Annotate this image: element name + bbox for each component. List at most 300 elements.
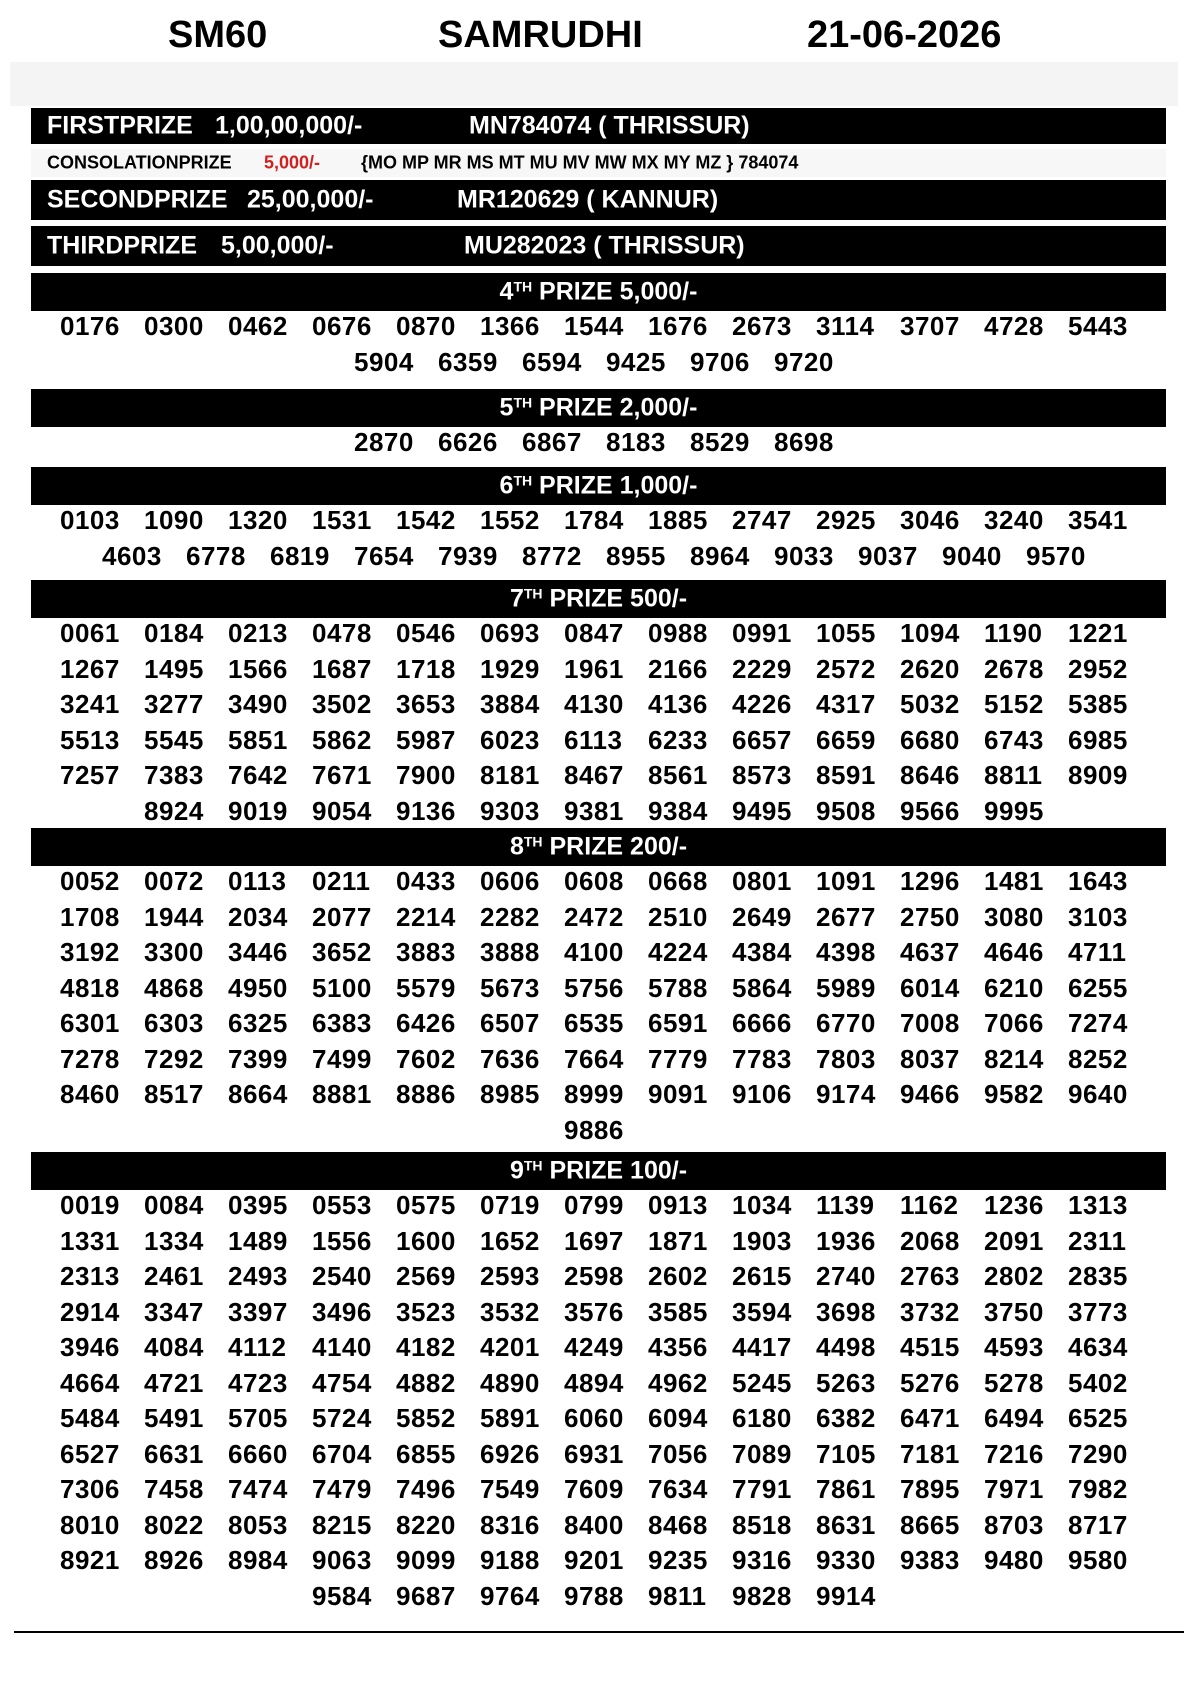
winning-number: 3532 [480,1296,540,1327]
winning-number: 3652 [312,937,372,967]
winning-number: 8717 [1068,1509,1128,1540]
winning-number: 6926 [480,1438,540,1469]
winning-number: 1162 [900,1190,959,1220]
winning-number: 8467 [564,760,624,790]
number-row [60,1079,1160,1115]
winning-number: 4637 [900,937,960,967]
winning-number: 7383 [144,760,204,790]
prize-9-header [31,1152,1166,1190]
winning-number: 2034 [228,901,288,932]
winning-number: 1331 [60,1225,120,1256]
winning-number: 8999 [564,1079,624,1109]
winning-number: 7474 [228,1474,288,1504]
winning-number: 4646 [984,937,1044,967]
winning-number: 1542 [396,505,456,535]
number-row [60,1403,1160,1439]
winning-number: 1652 [480,1225,540,1256]
winning-number: 1495 [144,653,204,684]
winning-number: 1267 [60,653,120,684]
winning-number: 3585 [648,1296,708,1327]
winning-number: 2077 [312,901,372,932]
winning-number: 4226 [732,689,792,719]
winning-number: 2802 [984,1261,1044,1291]
winning-number: 9788 [564,1580,624,1611]
number-row [60,1368,1160,1404]
winning-number: 4182 [396,1332,456,1362]
winning-number: 2313 [60,1261,120,1291]
prize-8-title [31,833,1166,862]
winning-number: 9582 [984,1079,1044,1109]
winning-number: 8921 [60,1545,120,1575]
winning-number: 3240 [984,505,1044,535]
winning-number: 1091 [816,866,876,896]
winning-number: 4754 [312,1367,372,1398]
winning-number: 5987 [396,724,456,755]
second-prize-ticket: MR120629 ( KANNUR) [457,185,719,214]
winning-number: 8984 [228,1545,288,1575]
winning-number: 9640 [1068,1079,1128,1109]
prize-7-title [31,585,1166,614]
winning-number: 8053 [228,1509,288,1540]
winning-number: 6591 [648,1008,708,1038]
winning-number: 4140 [312,1332,372,1362]
winning-number: 9381 [564,795,624,826]
winning-number: 1944 [144,901,204,932]
winning-number: 0061 [60,618,120,648]
winning-number: 7654 [354,540,414,571]
winning-number: 9584 [312,1580,372,1611]
winning-number: 1961 [564,653,624,684]
prize-ordinal: 7 [509,584,524,613]
prize-ordinal: 4 [499,277,514,306]
winning-number: 5724 [312,1403,372,1433]
winning-number: 9570 [1026,540,1086,571]
prize-6-numbers [60,505,1160,576]
prize-ordinal-suffix: TH [513,394,533,411]
winning-number: 1190 [984,618,1043,648]
winning-number: 8985 [480,1079,540,1109]
number-row [60,1581,1160,1617]
winning-number: 9995 [984,795,1044,826]
winning-number: 4634 [1068,1332,1128,1362]
winning-number: 2615 [732,1261,792,1291]
winning-number: 2598 [564,1261,624,1291]
winning-number: 6525 [1068,1403,1128,1433]
winning-number: 9508 [816,795,876,826]
winning-number: 3241 [60,689,120,719]
winning-number: 1566 [228,653,288,684]
winning-number: 9099 [396,1545,456,1575]
second-prize-bar [31,180,1166,220]
consolation-label: CONSOLATIONPRIZE [47,152,232,173]
winning-number: 9687 [396,1580,456,1611]
winning-number: 9811 [648,1580,707,1611]
winning-number: 5756 [564,972,624,1003]
winning-number: 9040 [942,540,1002,571]
winning-number: 6094 [648,1403,708,1433]
winning-number: 3883 [396,937,456,967]
first-prize-amount: 1,00,00,000/- [215,111,363,140]
winning-number: 5152 [984,689,1044,719]
winning-number: 7306 [60,1474,120,1504]
winning-number: 9106 [732,1079,792,1109]
winning-number: 0211 [312,866,371,896]
winning-number: 1334 [144,1225,204,1256]
winning-number: 6382 [816,1403,876,1433]
winning-number: 4962 [648,1367,708,1398]
winning-number: 4317 [816,689,876,719]
winning-number: 8631 [816,1509,876,1540]
winning-number: 8561 [648,760,708,790]
prize-ordinal: 6 [499,471,514,500]
winning-number: 5989 [816,972,876,1003]
winning-number: 2747 [732,505,792,535]
winning-number: 6507 [480,1008,540,1038]
winning-number: 2569 [396,1261,456,1291]
winning-number: 4894 [564,1367,624,1398]
winning-number: 2602 [648,1261,708,1291]
winning-number: 0184 [144,618,204,648]
winning-number: 0433 [396,866,456,896]
winning-number: 8926 [144,1545,204,1575]
winning-number: 5788 [648,972,708,1003]
winning-number: 1090 [144,505,204,535]
prize-5-numbers [60,427,1160,463]
winning-number: 3300 [144,937,204,967]
winning-number: 4890 [480,1367,540,1398]
winning-number: 4384 [732,937,792,967]
winning-number: 2472 [564,901,624,932]
winning-number: 7642 [228,760,288,790]
winning-number: 2593 [480,1261,540,1291]
winning-number: 8183 [606,427,666,457]
prize-ordinal: 8 [509,832,524,861]
winning-number: 0913 [648,1190,708,1220]
winning-number: 3707 [900,311,960,341]
winning-number: 6680 [900,724,960,755]
winning-number: 8881 [312,1079,372,1109]
winning-number: 0676 [312,311,372,341]
number-row [60,1545,1160,1581]
winning-number: 8010 [60,1509,120,1540]
winning-number: 6301 [60,1008,120,1038]
winning-number: 9466 [900,1079,960,1109]
winning-number: 3594 [732,1296,792,1327]
winning-number: 6931 [564,1438,624,1469]
winning-number: 9188 [480,1545,540,1575]
number-row [60,1510,1160,1546]
prize-4-header [31,273,1166,311]
winning-number: 8252 [1068,1043,1128,1074]
prize-ordinal: 9 [509,1156,524,1185]
winning-number: 9720 [774,346,834,377]
prize-amount: PRIZE 500/- [542,584,688,613]
winning-number: 5032 [900,689,960,719]
winning-number: 1687 [312,653,372,684]
winning-number: 8529 [690,427,750,457]
winning-number: 5864 [732,972,792,1003]
winning-number: 6023 [480,724,540,755]
winning-number: 9201 [564,1545,624,1575]
winning-number: 1903 [732,1225,792,1256]
winning-number: 3046 [900,505,960,535]
prize-4-title [31,278,1166,307]
winning-number: 8037 [900,1043,960,1074]
winning-number: 0084 [144,1190,204,1220]
number-row [60,1008,1160,1044]
winning-number: 8886 [396,1079,456,1109]
winning-number: 7549 [480,1474,540,1504]
winning-number: 3946 [60,1332,120,1362]
winning-number: 0988 [648,618,708,648]
winning-number: 4950 [228,972,288,1003]
number-row [60,618,1160,654]
winning-number: 9886 [564,1114,624,1145]
number-row [60,760,1160,796]
winning-number: 0478 [312,618,372,648]
prize-5-header [31,389,1166,427]
prize-amount: PRIZE 100/- [542,1156,688,1185]
winning-number: 3446 [228,937,288,967]
winning-number: 2677 [816,901,876,932]
winning-number: 9303 [480,795,540,826]
winning-number: 0606 [480,866,540,896]
prize-8-header [31,828,1166,866]
winning-number: 9091 [648,1079,708,1109]
winning-number: 3576 [564,1296,624,1327]
winning-number: 0213 [228,618,288,648]
winning-number: 4515 [900,1332,960,1362]
winning-number: 6855 [396,1438,456,1469]
winning-number: 7671 [312,760,372,790]
consolation-amount: 5,000/- [264,152,321,173]
winning-number: 9174 [816,1079,876,1109]
winning-number: 4664 [60,1367,120,1398]
winning-number: 8316 [480,1509,540,1540]
winning-number: 6471 [900,1403,960,1433]
number-row [60,937,1160,973]
winning-number: 3080 [984,901,1044,932]
winning-number: 3653 [396,689,456,719]
winning-number: 0300 [144,311,204,341]
winning-number: 9330 [816,1545,876,1575]
winning-number: 6383 [312,1008,372,1038]
winning-number: 6666 [732,1008,792,1038]
winning-number: 2091 [984,1225,1044,1256]
winning-number: 2835 [1068,1261,1128,1291]
winning-number: 3277 [144,689,204,719]
winning-number: 1034 [732,1190,792,1220]
consolation-series: {MO MP MR MS MT MU MV MW MX MY MZ } 784074 [361,152,799,173]
winning-number: 4398 [816,937,876,967]
winning-number: 2068 [900,1225,960,1256]
winning-number: 9914 [816,1580,876,1611]
winning-number: 1139 [816,1190,875,1220]
winning-number: 6660 [228,1438,288,1469]
winning-number: 9054 [312,795,372,826]
winning-number: 6426 [396,1008,456,1038]
first-prize-label: FIRSTPRIZE [47,111,193,140]
winning-number: 9480 [984,1545,1044,1575]
winning-number: 5276 [900,1367,960,1398]
winning-number: 0847 [564,618,624,648]
winning-number: 8665 [900,1509,960,1540]
winning-number: 1094 [900,618,960,648]
winning-number: 1489 [228,1225,288,1256]
winning-number: 9566 [900,795,960,826]
winning-number: 1313 [1068,1190,1128,1220]
winning-number: 0801 [732,866,792,896]
number-row [60,541,1160,577]
winning-number: 5705 [228,1403,288,1433]
winning-number: 9764 [480,1580,540,1611]
winning-number: 9580 [1068,1545,1128,1575]
winning-number: 7257 [60,760,120,790]
winning-number: 1718 [396,653,456,684]
winning-number: 0019 [60,1190,120,1220]
number-row [60,311,1160,347]
winning-number: 7274 [1068,1008,1128,1038]
winning-number: 4593 [984,1332,1044,1362]
winning-number: 1936 [816,1225,876,1256]
winning-number: 8468 [648,1509,708,1540]
winning-number: 4721 [144,1367,204,1398]
winning-number: 8964 [690,540,750,571]
winning-number: 2282 [480,901,540,932]
winning-number: 7982 [1068,1474,1128,1504]
winning-number: 6359 [438,346,498,377]
winning-number: 7181 [900,1438,960,1469]
winning-number: 2493 [228,1261,288,1291]
winning-number: 7290 [1068,1438,1128,1469]
winning-number: 6325 [228,1008,288,1038]
winning-number: 5385 [1068,689,1128,719]
number-row [60,725,1160,761]
winning-number: 7278 [60,1043,120,1074]
winning-number: 8400 [564,1509,624,1540]
winning-number: 8664 [228,1079,288,1109]
winning-number: 1552 [480,505,540,535]
second-prize-amount: 25,00,000/- [247,185,374,214]
number-row [60,973,1160,1009]
prize-ordinal: 5 [499,393,514,422]
third-prize-ticket: MU282023 ( THRISSUR) [464,231,745,260]
winning-number: 7479 [312,1474,372,1504]
winning-number: 2572 [816,653,876,684]
winning-number: 2763 [900,1261,960,1291]
prize-6-header [31,467,1166,505]
winning-number: 7399 [228,1043,288,1074]
winning-number: 8517 [144,1079,204,1109]
winning-number: 8772 [522,540,582,571]
winning-number: 7458 [144,1474,204,1504]
consolation-prize-row [31,149,1166,177]
winning-number: 2673 [732,311,792,341]
prize-ordinal-suffix: TH [523,1157,543,1174]
winning-number: 2540 [312,1261,372,1291]
winning-number: 8518 [732,1509,792,1540]
winning-number: 7895 [900,1474,960,1504]
prize-9-numbers [60,1190,1160,1616]
prize-7-numbers [60,618,1160,831]
winning-number: 0870 [396,311,456,341]
winning-number: 4417 [732,1332,792,1362]
winning-number: 4728 [984,311,1044,341]
winning-number: 2952 [1068,653,1128,684]
winning-number: 9235 [648,1545,708,1575]
winning-number: 6180 [732,1403,792,1433]
winning-number: 1320 [228,505,288,535]
winning-number: 8909 [1068,760,1128,790]
winning-number: 8214 [984,1043,1044,1074]
winning-number: 9063 [312,1545,372,1575]
winning-number: 1871 [648,1225,708,1256]
winning-number: 2166 [648,653,708,684]
winning-number: 6770 [816,1008,876,1038]
winning-number: 3523 [396,1296,456,1327]
prize-ordinal-suffix: TH [513,472,533,489]
winning-number: 2229 [732,653,792,684]
winning-number: 0991 [732,618,792,648]
second-prize-label: SECONDPRIZE [47,185,228,214]
winning-number: 4201 [480,1332,540,1362]
winning-number: 0553 [312,1190,372,1220]
draw-code: SM60 [168,14,268,56]
winning-number: 7939 [438,540,498,571]
winning-number: 7634 [648,1474,708,1504]
prize-7-header [31,580,1166,618]
winning-number: 8215 [312,1509,372,1540]
winning-number: 9383 [900,1545,960,1575]
winning-number: 6743 [984,724,1044,755]
third-prize-label: THIRDPRIZE [47,231,197,260]
winning-number: 4136 [648,689,708,719]
winning-number: 1544 [564,311,624,341]
winning-number: 7779 [648,1043,708,1074]
winning-number: 4818 [60,972,120,1003]
winning-number: 2925 [816,505,876,535]
winning-number: 0608 [564,866,624,896]
prize-6-title [31,472,1166,501]
prize-8-numbers [60,866,1160,1150]
number-row [60,1044,1160,1080]
winning-number: 8955 [606,540,666,571]
winning-number: 5673 [480,972,540,1003]
number-row [60,689,1160,725]
winning-number: 5579 [396,972,456,1003]
winning-number: 6778 [186,540,246,571]
winning-number: 6255 [1068,972,1128,1003]
prize-ordinal-suffix: TH [523,833,543,850]
winning-number: 3698 [816,1296,876,1327]
winning-number: 4723 [228,1367,288,1398]
winning-number: 4084 [144,1332,204,1362]
winning-number: 0575 [396,1190,456,1220]
winning-number: 1600 [396,1225,456,1256]
prize-amount: PRIZE 1,000/- [532,471,698,500]
winning-number: 0176 [60,311,120,341]
number-row [60,796,1160,832]
winning-number: 8181 [480,760,540,790]
number-row [60,1474,1160,1510]
winning-number: 6113 [564,724,623,755]
winning-number: 7636 [480,1043,540,1074]
winning-number: 2461 [144,1261,204,1291]
winning-number: 0546 [396,618,456,648]
winning-number: 7056 [648,1438,708,1469]
winning-number: 6527 [60,1438,120,1469]
winning-number: 6014 [900,972,960,1003]
